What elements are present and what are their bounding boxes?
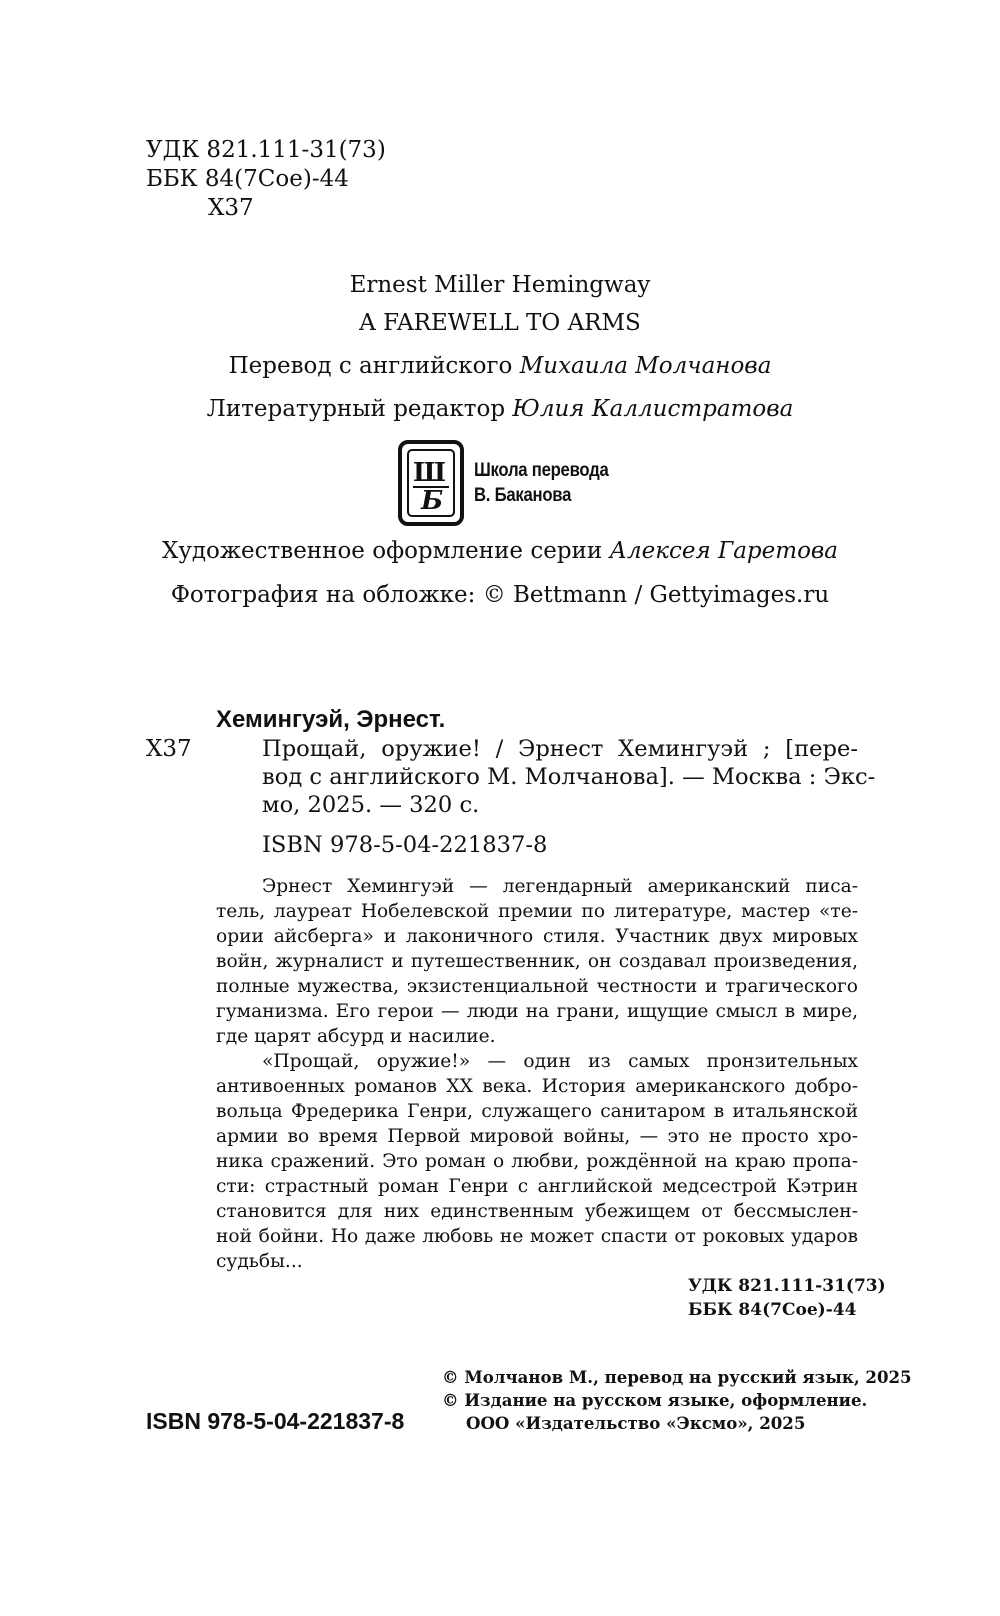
copyright-translation: © Молчанов М., перевод на русский язык, 2025 bbox=[442, 1367, 912, 1387]
school-logo-text bbox=[474, 458, 609, 508]
editor-prefix: Литературный редактор bbox=[206, 396, 506, 422]
author-mark: Х37 bbox=[208, 195, 254, 221]
annotation-line: армии во время Первой мировой войны, — это не просто хро- bbox=[216, 1126, 858, 1147]
classification-codes-top bbox=[146, 136, 386, 223]
designer-name: Алексея Гаретова bbox=[609, 538, 839, 564]
translation-credit bbox=[0, 353, 1000, 379]
svg-text:Б: Б bbox=[421, 486, 444, 515]
annotation-line: ной бойни. Но даже любовь не может спасти от роковых ударов bbox=[216, 1226, 858, 1247]
annotation-line: Эрнест Хемингуэй — легендарный американский писа- bbox=[262, 876, 858, 897]
annotation-line: войн, журналист и путешественник, он создавал произведения, bbox=[216, 951, 858, 972]
annotation-line: «Прощай, оружие!» — один из самых пронзительных bbox=[262, 1051, 858, 1072]
translator-name: Михаила Молчанова bbox=[519, 353, 772, 379]
original-author: Ernest Miller Hemingway bbox=[349, 272, 651, 298]
copyright-publisher: ООО «Издательство «Эксмо», 2025 bbox=[466, 1413, 806, 1433]
annotation-line: сти: страстный роман Генри с английской медсестрой Кэтрин bbox=[216, 1176, 858, 1197]
entry-line-2: вод с английского М. Молчанова]. — Москва : Экс- bbox=[262, 764, 876, 790]
author-mark-side: Х37 bbox=[146, 736, 192, 762]
annotation-line: антивоенных романов XX века. История американского добро- bbox=[216, 1076, 858, 1097]
entry-line-3: мо, 2025. — 320 с. bbox=[262, 792, 480, 818]
copyright-edition: © Издание на русском языке, оформление. bbox=[442, 1390, 868, 1410]
copyright-block bbox=[442, 1366, 912, 1435]
annotation-line: где царят абсурд и насилие. bbox=[216, 1026, 496, 1047]
photo-credit: Фотография на обложке: © Bettmann / Gettyimages.ru bbox=[170, 582, 830, 608]
annotation-line: ника сражений. Это роман о любви, рождённой на краю пропа- bbox=[216, 1151, 858, 1172]
entry-line-1: Прощай, оружие! / Эрнест Хемингуэй ; [пере- bbox=[262, 736, 858, 762]
udk-code-bottom: УДК 821.111-31(73) bbox=[688, 1276, 886, 1296]
udk-code: УДК 821.111-31(73) bbox=[146, 137, 386, 163]
annotation-line: полные мужества, экзистенциальной честности и трагического bbox=[216, 976, 858, 997]
annotation-line: гуманизма. Его герои — люди на грани, ищущие смысл в мире, bbox=[216, 1001, 858, 1022]
monogram-icon bbox=[409, 451, 453, 515]
isbn-footer: ISBN 978-5-04-221837-8 bbox=[146, 1408, 405, 1434]
annotation-line: тель, лауреат Нобелевской премии по литературе, мастер «те- bbox=[216, 901, 858, 922]
annotation-line: ории айсберга» и лаконичного стиля. Участник двух мировых bbox=[216, 926, 858, 947]
design-credit bbox=[0, 538, 1000, 564]
annotation-line: становится для них единственным убежищем от бессмыслен- bbox=[216, 1201, 858, 1222]
logo-line-1: Школа перевода bbox=[474, 460, 609, 481]
translation-prefix: Перевод с английского bbox=[228, 353, 513, 379]
annotation-line: судьбы... bbox=[216, 1251, 303, 1272]
editor-name: Юлия Каллистратова bbox=[512, 396, 794, 422]
school-logo-icon bbox=[398, 440, 464, 526]
original-title: A FAREWELL TO ARMS bbox=[359, 310, 641, 336]
design-prefix: Художественное оформление серии bbox=[161, 538, 603, 564]
svg-text:Ш: Ш bbox=[413, 458, 446, 488]
annotation-line: вольца Фредерика Генри, служащего санитаром в итальянской bbox=[216, 1101, 858, 1122]
author-heading: Хемингуэй, Эрнест. bbox=[216, 706, 446, 733]
entry-isbn: ISBN 978-5-04-221837-8 bbox=[262, 832, 548, 858]
bbk-code-bottom: ББК 84(7Сое)-44 bbox=[688, 1300, 857, 1320]
bbk-code: ББК 84(7Сое)-44 bbox=[146, 166, 349, 192]
editor-credit bbox=[0, 396, 1000, 422]
logo-line-2: В. Баканова bbox=[474, 485, 572, 506]
classification-codes-bottom bbox=[688, 1274, 886, 1322]
